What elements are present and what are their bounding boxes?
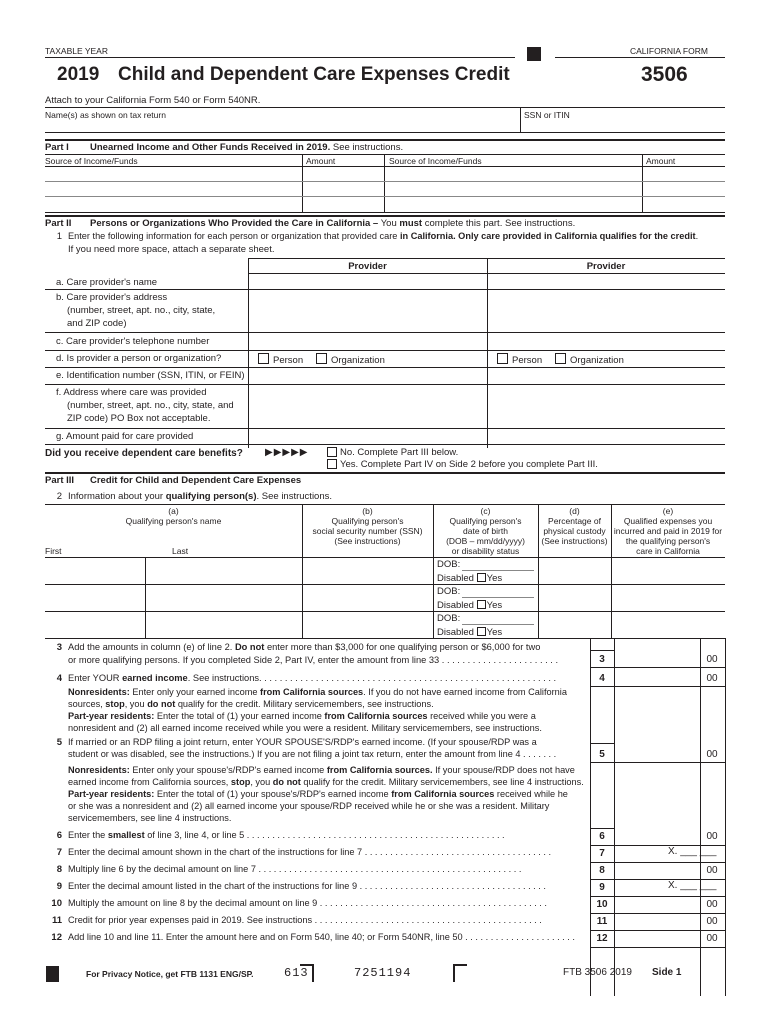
- checkbox-icon[interactable]: [477, 627, 486, 636]
- provider1-phone-field[interactable]: [250, 334, 485, 349]
- disabled-label-1: Disabled Yes: [437, 573, 503, 584]
- col-e-header: (e) Qualified expenses you incurred and paid in 2019 for the qualifying person's care in California: [613, 506, 723, 556]
- col-c-header: (c) Qualifying person's date of birth (DOB – mm/dd/yyyy) or disability status: [446, 506, 525, 556]
- line5-box-number: 5: [599, 749, 605, 760]
- line4-nonresidents-2: sources, stop, you do not qualify for the credit. Military servicemembers, see instructions.: [68, 699, 434, 709]
- line9-text: Enter the decimal amount listed in the chart of the instructions for line 9 . . . . . . . . . . . . . . . . . . . . . . . . . . . . . . . . . . . . .: [68, 881, 546, 891]
- checkbox-icon[interactable]: [477, 573, 486, 582]
- row-d-label: d. Is provider a person or organization?: [56, 353, 222, 364]
- first-name-label: First: [45, 546, 62, 556]
- benefits-no-text: No. Complete Part III below.: [340, 447, 459, 458]
- line8-cents: 00: [706, 865, 718, 876]
- checkbox-icon[interactable]: [497, 353, 508, 364]
- line10-amount-field[interactable]: [616, 898, 698, 911]
- line7-box-number: 7: [599, 848, 605, 859]
- form-number: 3506: [641, 63, 688, 86]
- provider2-care-address-field[interactable]: [489, 386, 724, 427]
- line10-text: Multiply the amount on line 8 by the decimal amount on line 9 . . . . . . . . . . . . . . . . . . . . . . . . . . . . . . . . . . . . . . . . . . . . .: [68, 898, 547, 908]
- line11-amount-field[interactable]: [616, 915, 698, 928]
- disabled-label-3: Disabled Yes: [437, 627, 503, 638]
- provider2-id-field[interactable]: [489, 369, 724, 383]
- part1-label: Part I: [45, 142, 69, 153]
- line3-text-2: or more qualifying persons. If you completed Side 2, Part IV, enter the amount from line 33 . . . . . . . . . . . . . . . . . . . . . . .: [68, 655, 559, 665]
- part1-title: Unearned Income and Other Funds Received in 2019.: [90, 142, 331, 153]
- registration-mark: [527, 47, 541, 61]
- line11-cents: 00: [706, 916, 718, 927]
- line3-box-number: 3: [599, 654, 605, 665]
- line4-nonresidents: Nonresidents: Enter only your earned income from California sources. If you do not have earned income from California: [68, 687, 567, 697]
- line9-decimal-field[interactable]: X. ___ ___: [668, 880, 717, 891]
- part1-source-field-1[interactable]: [45, 167, 300, 211]
- line10-cents: 00: [706, 899, 718, 910]
- line5-part-year: Part-year residents: Enter the total of (1) your spouse's/RDP's earned income from California sources received while he: [68, 789, 568, 799]
- row-b-label-1: b. Care provider's address: [56, 292, 168, 303]
- row-f-label-3: ZIP code) PO Box not acceptable.: [67, 413, 211, 424]
- checkbox-icon[interactable]: [327, 459, 337, 469]
- provider2-organization-option[interactable]: Organization: [555, 353, 624, 366]
- ssn-field[interactable]: [523, 120, 723, 132]
- line6-text: Enter the smallest of line 3, line 4, or line 5 . . . . . . . . . . . . . . . . . . . . . . . . . . . . . . . . . . . . . . . . . . . . . . . . . . .: [68, 830, 505, 840]
- california-form-label: CALIFORNIA FORM: [630, 46, 708, 56]
- provider-col-1: Provider: [348, 261, 387, 272]
- disabled-label-2: Disabled Yes: [437, 600, 503, 611]
- line1-more-space: If you need more space, attach a separate sheet.: [68, 244, 275, 255]
- line12-text: Add line 10 and line 11. Enter the amount here and on Form 540, line 40; or Form 540NR, line 50 . . . . . . . . . . . . . . . . . . . . . .: [68, 932, 575, 942]
- line4-amount-field[interactable]: [616, 670, 698, 684]
- checkbox-icon[interactable]: [555, 353, 566, 364]
- form-code-2: 7251194: [354, 966, 412, 980]
- checkbox-icon[interactable]: [477, 600, 486, 609]
- line5-part-year-3: servicemembers, see line 4 instructions.: [68, 813, 232, 823]
- line1-number: 1: [56, 231, 62, 242]
- part1-col-source-1: Source of Income/Funds: [45, 156, 138, 166]
- line9-box-number: 9: [599, 882, 605, 893]
- part1-amount-field-2[interactable]: [644, 167, 724, 211]
- line7-text: Enter the decimal amount shown in the chart of the instructions for line 7 . . . . . . . . . . . . . . . . . . . . . . . . . . . . . . . . . . . . .: [68, 847, 552, 857]
- col-d-header: (d) Percentage of physical custody (See instructions): [541, 506, 608, 546]
- line6-box-number: 6: [599, 831, 605, 842]
- row-c-label: c. Care provider's telephone number: [56, 336, 210, 347]
- checkbox-icon[interactable]: [258, 353, 269, 364]
- side-label: Side 1: [652, 967, 682, 978]
- line5-nonresidents: Nonresidents: Enter only your spouse's/RDP's earned income from California sources. If your spouse/RDP does not have: [68, 765, 575, 775]
- line8-amount-field[interactable]: [616, 864, 698, 877]
- part3-title: Credit for Child and Dependent Care Expenses: [90, 475, 302, 486]
- provider2-address-field[interactable]: [489, 291, 724, 331]
- form-code-1: 613: [284, 966, 309, 980]
- benefits-yes-option[interactable]: [327, 459, 341, 471]
- provider2-amount-field[interactable]: [489, 430, 724, 443]
- part2-label: Part II: [45, 218, 72, 229]
- line8-text: Multiply line 6 by the decimal amount on line 7 . . . . . . . . . . . . . . . . . . . . . . . . . . . . . . . . . . . . . . . . . . . . . . . . . . . .: [68, 864, 522, 874]
- form-id: FTB 3506 2019: [563, 967, 632, 978]
- attach-note: Attach to your California Form 540 or Form 540NR.: [45, 95, 261, 106]
- row-a-label: a. Care provider's name: [56, 277, 158, 288]
- provider1-address-field[interactable]: [250, 291, 485, 331]
- line2-number: 2: [56, 491, 62, 502]
- part1-col-amount-2: Amount: [646, 156, 676, 166]
- line3-amount-field[interactable]: [616, 652, 698, 666]
- benefits-no-option[interactable]: [327, 447, 341, 459]
- dob-label-2: DOB:: [437, 586, 461, 597]
- provider1-name-field[interactable]: [250, 275, 485, 288]
- name-field[interactable]: [45, 120, 518, 132]
- part1-source-field-2[interactable]: [386, 167, 640, 211]
- line5-number: 5: [56, 737, 62, 748]
- part1-col-source-2: Source of Income/Funds: [389, 156, 482, 166]
- line11-number: 11: [51, 915, 62, 926]
- line5-amount-field[interactable]: [616, 746, 698, 760]
- dob-label-1: DOB:: [437, 559, 461, 570]
- line9-number: 9: [56, 881, 62, 892]
- provider1-id-field[interactable]: [250, 369, 485, 383]
- line3-cents: 00: [706, 654, 718, 665]
- provider1-person-option[interactable]: Person: [258, 353, 303, 366]
- line2-text: Information about your qualifying person(s). See instructions.: [68, 491, 333, 502]
- line11-text: Credit for prior year expenses paid in 2019. See instructions . . . . . . . . . . . . . . . . . . . . . . . . . . . . . . . . . . . . . . . . . . . . .: [68, 915, 542, 925]
- name-label: Name(s) as shown on tax return: [45, 110, 166, 120]
- ssn-label: SSN or ITIN: [524, 110, 570, 120]
- form-title: Child and Dependent Care Expenses Credit: [118, 64, 510, 85]
- line4-box-number: 4: [599, 673, 605, 684]
- line8-box-number: 8: [599, 865, 605, 876]
- line1-text: Enter the following information for each person or organization that provided care in California. Only care provided in California qualifies for the credit.: [68, 231, 699, 241]
- part1-col-amount-1: Amount: [306, 156, 336, 166]
- line4-part-year-2: nonresident and (2) all earned income received while you were a resident. Military servicemembers, see instructions.: [68, 723, 542, 733]
- form-year: 2019: [57, 64, 100, 85]
- row-b-label-2: (number, street, apt. no., city, state,: [67, 305, 216, 316]
- last-name-label: Last: [172, 546, 189, 556]
- line4-cents: 00: [706, 673, 718, 684]
- row-b-label-3: and ZIP code): [67, 318, 127, 329]
- col-b-header: (b) Qualifying person's social security number (SSN) (See instructions): [312, 506, 423, 546]
- provider1-amount-field[interactable]: [250, 430, 485, 443]
- line5-part-year-2: or she was a nonresident and (2) all earned income your spouse/RDP received while he or she was a resident. Military: [68, 801, 550, 811]
- provider2-name-field[interactable]: [489, 275, 724, 288]
- provider1-care-address-field[interactable]: [250, 386, 485, 427]
- line7-number: 7: [56, 847, 62, 858]
- benefits-question: Did you receive dependent care benefits?: [45, 448, 243, 459]
- part3-label: Part III: [45, 475, 75, 486]
- line3-text: Add the amounts in column (e) of line 2. Do not enter more than $3,000 for one qualifying person or $6,000 for two: [68, 642, 541, 652]
- arrows-icon: ▶▶▶▶▶: [265, 447, 309, 458]
- corner-mark-left: [46, 966, 59, 982]
- taxable-year-label: TAXABLE YEAR: [45, 46, 108, 56]
- benefits-yes-text: Yes. Complete Part IV on Side 2 before you complete Part III.: [340, 459, 598, 470]
- line3-number: 3: [56, 642, 62, 653]
- dob-label-3: DOB:: [437, 613, 461, 624]
- provider2-phone-field[interactable]: [489, 334, 724, 349]
- line5-cents: 00: [706, 749, 718, 760]
- row-g-label: g. Amount paid for care provided: [56, 431, 194, 442]
- provider1-organization-option[interactable]: Organization: [316, 353, 385, 366]
- row-f-label-1: f. Address where care was provided: [56, 387, 207, 398]
- line7-decimal-field[interactable]: X. ___ ___: [668, 846, 717, 857]
- row-f-label-2: (number, street, apt. no., city, state, and: [67, 400, 234, 411]
- line6-amount-field[interactable]: [616, 830, 698, 843]
- part2-must-pre: You: [380, 218, 397, 229]
- col-a-header: (a) Qualifying person's name: [125, 506, 222, 526]
- line5-nonresidents-2: earned income from California sources, stop, you do not qualify for the credit. Military servicemembers, see line 4 instructions.: [68, 777, 584, 787]
- line8-number: 8: [56, 864, 62, 875]
- part1-see: See instructions.: [332, 142, 404, 153]
- provider2-person-option[interactable]: Person: [497, 353, 542, 366]
- part2-must-post: complete this part. See instructions.: [424, 218, 576, 229]
- row-e-label: e. Identification number (SSN, ITIN, or FEIN): [56, 370, 245, 381]
- line12-box-number: 12: [596, 933, 608, 944]
- part2-title: Persons or Organizations Who Provided the Care in California –: [90, 218, 379, 229]
- line10-box-number: 10: [596, 899, 608, 910]
- checkbox-icon[interactable]: [316, 353, 327, 364]
- line12-number: 12: [51, 932, 62, 943]
- line12-cents: 00: [706, 933, 718, 944]
- line4-number: 4: [56, 673, 62, 684]
- part1-amount-field-1[interactable]: [304, 167, 382, 211]
- checkbox-icon[interactable]: [327, 447, 337, 457]
- line6-cents: 00: [706, 831, 718, 842]
- line11-box-number: 11: [596, 916, 608, 927]
- part2-must: must: [399, 218, 423, 229]
- line12-amount-field[interactable]: [616, 932, 698, 945]
- line5-text-2: student or was disabled, see the instructions.) If you are not filing a joint tax return, enter the amount from line 4 . . . . . . .: [68, 749, 557, 759]
- line4-part-year: Part-year residents: Enter the total of (1) your earned income from California sources received while you were a: [68, 711, 536, 721]
- privacy-notice: For Privacy Notice, get FTB 1131 ENG/SP.: [86, 969, 254, 979]
- line4-text: Enter YOUR earned income. See instructions. . . . . . . . . . . . . . . . . . . . . . . . . . . . . . . . . . . . . . . . . . . . . . . . . . . . . . . . . .: [68, 673, 557, 683]
- line6-number: 6: [56, 830, 62, 841]
- provider-col-2: Provider: [586, 261, 626, 272]
- line5-text: If married or an RDP filing a joint return, enter YOUR SPOUSE'S/RDP's earned income. (If your spouse/RDP was a: [68, 737, 537, 747]
- line10-number: 10: [51, 898, 62, 909]
